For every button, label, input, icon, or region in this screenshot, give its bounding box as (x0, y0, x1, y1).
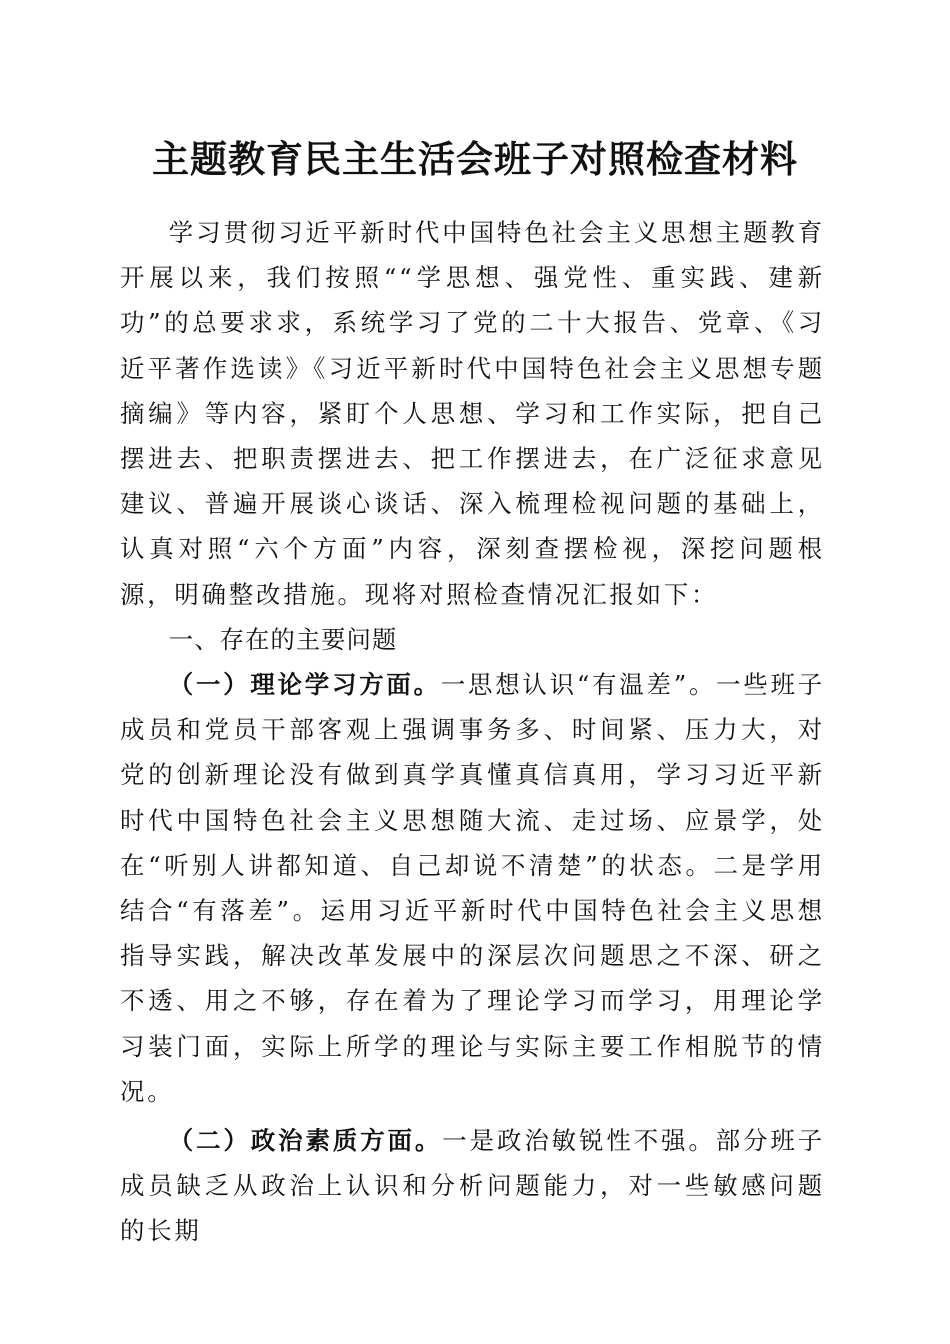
document-title: 主题教育民主生活会班子对照检查材料 (152, 137, 798, 181)
item-label-2: （二）政治素质方面。 (168, 1126, 443, 1156)
item-text-2: 一是政治敏锐性不强。部分班子成员缺乏从政治上认识和分析问题能力，对一些敏感问题的长期 (120, 1126, 825, 1246)
item-paragraph-1 (120, 662, 825, 1114)
item-text-1: 一思想认识“有温差”。一些班子成员和党员干部客观上强调事务多、时间紧、压力大，对党的创新理论没有做到真学真懂真信真用，学习习近平新时代中国特色社会主义思想随大流、走过场、应景学，处在“听别人讲都知道、自己却说不清楚”的状态。二是学用结合“有落差”。运用习近平新时代中国特色社会主义思想指导实践，解决改革发展中的深层次问题思之不深、研之不透、用之不够，存在着为了理论学习而学习，用理论学习装门面，实际上所学的理论与实际主要工作相脱节的情况。 (120, 670, 825, 1106)
intro-paragraph: 学习贯彻习近平新时代中国特色社会主义思想主题教育开展以来，我们按照““学思想、强党性、重实践、建新功”的总要求求，系统学习了党的二十大报告、党章、《习近平著作选读》《习近平新时代中国特色社会主义思想专题摘编》等内容，紧盯个人思想、学习和工作实际，把自己摆进去、把职责摆进去、把工作摆进去，在广泛征求意见建议、普遍开展谈心谈话、深入梳理检视问题的基础上，认真对照“六个方面”内容，深刻查摆检视，深挖问题根源，明确整改措施。现将对照检查情况汇报如下： (120, 218, 825, 609)
section-heading: 一、存在的主要问题 (168, 624, 398, 654)
item-paragraph-2 (120, 1118, 825, 1254)
item-label-1: （一）理论学习方面。 (168, 670, 441, 700)
document-body (120, 210, 825, 1254)
